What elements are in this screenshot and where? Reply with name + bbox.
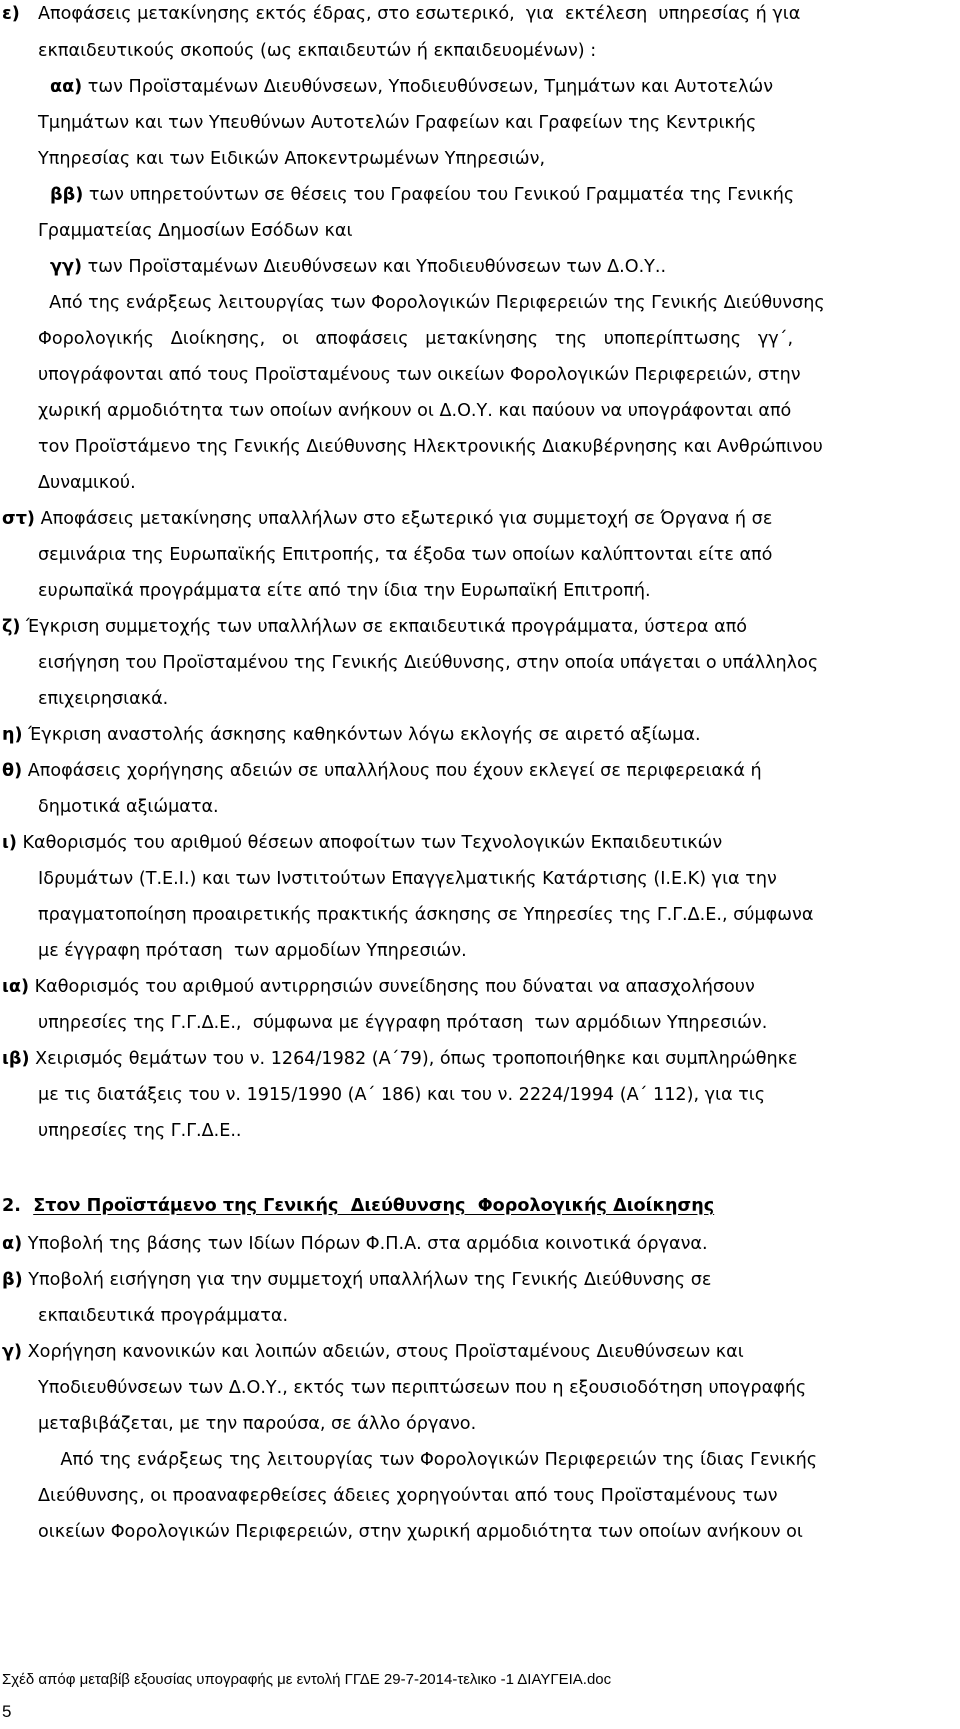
paragraph-line: Από της ενάρξεως της λειτουργίας των Φορολογικών Περιφερειών της ίδιας Γενικής <box>38 1450 818 1470</box>
subitem-text: των Προϊσταμένων Διευθύνσεων, Υποδιευθύνσεων, Τμημάτων και Αυτοτελών <box>82 77 774 97</box>
item-line <box>2 619 747 637</box>
item-marker: στ) <box>2 509 35 529</box>
section-heading <box>2 1198 714 1216</box>
paragraph-line: ευρωπαϊκά προγράμματα είτε από την ίδια την Ευρωπαϊκή Επιτροπή. <box>38 581 651 601</box>
item-text: Καθορισμός του αριθμού αντιρρησιών συνείδησης που δύναται να απασχολήσουν <box>28 977 755 997</box>
subitem-line <box>50 259 666 277</box>
item-marker: γ) <box>2 1342 23 1362</box>
paragraph-line: μεταβιβάζεται, με την παρούσα, σε άλλο όργανο. <box>38 1414 477 1434</box>
item-line <box>2 1272 711 1290</box>
item-marker: ιβ) <box>2 1049 30 1069</box>
item-marker: α) <box>2 1234 23 1254</box>
item-line <box>2 1344 744 1362</box>
item-text: Υποβολή εισήγηση για την συμμετοχή υπαλλήλων της Γενικής Διεύθυνσης σε <box>22 1270 712 1290</box>
paragraph-line: εκπαιδευτικά προγράμματα. <box>38 1306 289 1326</box>
item-marker: ζ) <box>2 617 21 637</box>
item-text: Αποφάσεις μετακίνησης υπαλλήλων στο εξωτερικό για συμμετοχή σε Όργανα ή σε <box>34 509 773 529</box>
item-marker: β) <box>2 1270 23 1290</box>
item-text: Χειρισμός θεμάτων του ν. 1264/1982 (Α΄79), όπως τροποποιήθηκε και συμπληρώθηκε <box>29 1049 798 1069</box>
item-marker: ι) <box>2 833 17 853</box>
paragraph-line: Τμημάτων και των Υπευθύνων Αυτοτελών Γραφείων και Γραφείων της Κεντρικής <box>38 113 757 133</box>
item-line <box>2 979 755 997</box>
paragraph-line: υπηρεσίες της Γ.Γ.Δ.Ε., σύμφωνα με έγγραφη πρόταση των αρμόδιων Υπηρεσιών. <box>38 1013 768 1033</box>
item-marker: ια) <box>2 977 29 997</box>
subitem-line <box>50 187 794 205</box>
paragraph-line: εκπαιδευτικούς σκοπούς (ως εκπαιδευτών ή εκπαιδευομένων) : <box>38 41 597 61</box>
paragraph-line: Αποφάσεις μετακίνησης εκτός έδρας, στο εσωτερικό, για εκτέλεση υπηρεσίας ή για <box>38 4 801 24</box>
paragraph-line: πραγματοποίηση προαιρετικής πρακτικής άσκησης σε Υπηρεσίες της Γ.Γ.Δ.Ε., σύμφωνα <box>38 905 814 925</box>
paragraph-line: χωρική αρμοδιότητα των οποίων ανήκουν οι Δ.Ο.Υ. και παύουν να υπογράφονται από <box>38 401 792 421</box>
page-number: 5 <box>2 1702 12 1721</box>
item-text: Έγκριση αναστολής άσκησης καθηκόντων λόγω εκλογής σε αιρετό αξίωμα. <box>22 725 701 745</box>
item-line <box>2 763 762 781</box>
paragraph-line: τον Προϊστάμενο της Γενικής Διεύθυνσης Ηλεκτρονικής Διακυβέρνησης και Ανθρώπινου <box>38 437 823 457</box>
item-line <box>2 1051 798 1069</box>
item-line <box>2 511 772 529</box>
paragraph-line: Διεύθυνσης, οι προαναφερθείσες άδειες χορηγούνται από τους Προϊσταμένους των <box>38 1486 778 1506</box>
paragraph-line: Δυναμικού. <box>38 473 136 493</box>
paragraph-line: επιχειρησιακά. <box>38 689 169 709</box>
item-text: Χορήγηση κανονικών και λοιπών αδειών, στους Προϊσταμένους Διευθύνσεων και <box>22 1342 744 1362</box>
subitem-marker: αα) <box>50 77 83 97</box>
section-number: 2. <box>2 1196 21 1216</box>
paragraph-line: Υποδιευθύνσεων των Δ.Ο.Υ., εκτός των περιπτώσεων που η εξουσιοδότηση υπογραφής <box>38 1378 807 1398</box>
paragraph-line: υπηρεσίες της Γ.Γ.Δ.Ε.. <box>38 1121 242 1141</box>
item-marker: ε) <box>2 4 20 24</box>
subitem-line <box>50 79 773 97</box>
paragraph-line: Ιδρυμάτων (Τ.Ε.Ι.) και των Ινστιτούτων Επαγγελματικής Κατάρτισης (Ι.Ε.Κ) για την <box>38 869 777 889</box>
paragraph-line: με έγγραφη πρόταση των αρμοδίων Υπηρεσιών. <box>38 941 467 961</box>
section-title: Στον Προϊστάμενο της Γενικής Διεύθυνσης Φορολογικής Διοίκησης <box>33 1196 715 1216</box>
item-text: Καθορισμός του αριθμού θέσεων αποφοίτων των Τεχνολογικών Εκπαιδευτικών <box>16 833 723 853</box>
item-marker: η) <box>2 725 23 745</box>
paragraph-line: Γραμματείας Δημοσίων Εσόδων και <box>38 221 353 241</box>
paragraph-line: Υπηρεσίας και των Ειδικών Αποκεντρωμένων Υπηρεσιών, <box>38 149 546 169</box>
subitem-marker: ββ) <box>50 185 84 205</box>
item-marker: θ) <box>2 761 23 781</box>
paragraph-line: με τις διατάξεις του ν. 1915/1990 (Α΄ 186) και του ν. 2224/1994 (Α΄ 112), για τις <box>38 1085 766 1105</box>
paragraph-line: δημοτικά αξιώματα. <box>38 797 219 817</box>
subitem-marker: γγ) <box>50 257 83 277</box>
subitem-text: των Προϊσταμένων Διευθύνσεων και Υποδιευθύνσεων των Δ.Ο.Υ.. <box>82 257 667 277</box>
footer-filename: Σχέδ απόφ μεταβίβ εξουσίας υπογραφής με εντολή ΓΓΔΕ 29-7-2014-τελικο -1 ΔΙΑΥΓΕΙΑ.doc <box>2 1671 612 1688</box>
item-text: Αποφάσεις χορήγησης αδειών σε υπαλλήλους που έχουν εκλεγεί σε περιφερειακά ή <box>22 761 762 781</box>
item-line <box>2 835 722 853</box>
item-line <box>2 727 701 745</box>
paragraph-line: Φορολογικής Διοίκησης, οι αποφάσεις μετακίνησης της υποπερίπτωσης γγ΄, <box>38 329 794 349</box>
paragraph-line: σεμινάρια της Ευρωπαϊκής Επιτροπής, τα έξοδα των οποίων καλύπτονται είτε από <box>38 545 773 565</box>
item-text: Έγκριση συμμετοχής των υπαλλήλων σε εκπαιδευτικά προγράμματα, ύστερα από <box>20 617 748 637</box>
paragraph-line: οικείων Φορολογικών Περιφερειών, στην χωρική αρμοδιότητα των οποίων ανήκουν οι <box>38 1522 803 1542</box>
subitem-text: των υπηρετούντων σε θέσεις του Γραφείου του Γενικού Γραμματέα της Γενικής <box>83 185 795 205</box>
paragraph-line: Από της ενάρξεως λειτουργίας των Φορολογικών Περιφερειών της Γενικής Διεύθυνσης <box>38 293 825 313</box>
paragraph-line: υπογράφονται από τους Προϊσταμένους των οικείων Φορολογικών Περιφερειών, στην <box>38 365 801 385</box>
item-line <box>2 1236 708 1254</box>
paragraph-line: εισήγηση του Προϊσταμένου της Γενικής Διεύθυνσης, στην οποία υπάγεται ο υπάλληλος <box>38 653 819 673</box>
item-text: Υποβολή της βάσης των Ιδίων Πόρων Φ.Π.Α. στα αρμόδια κοινοτικά όργανα. <box>22 1234 708 1254</box>
